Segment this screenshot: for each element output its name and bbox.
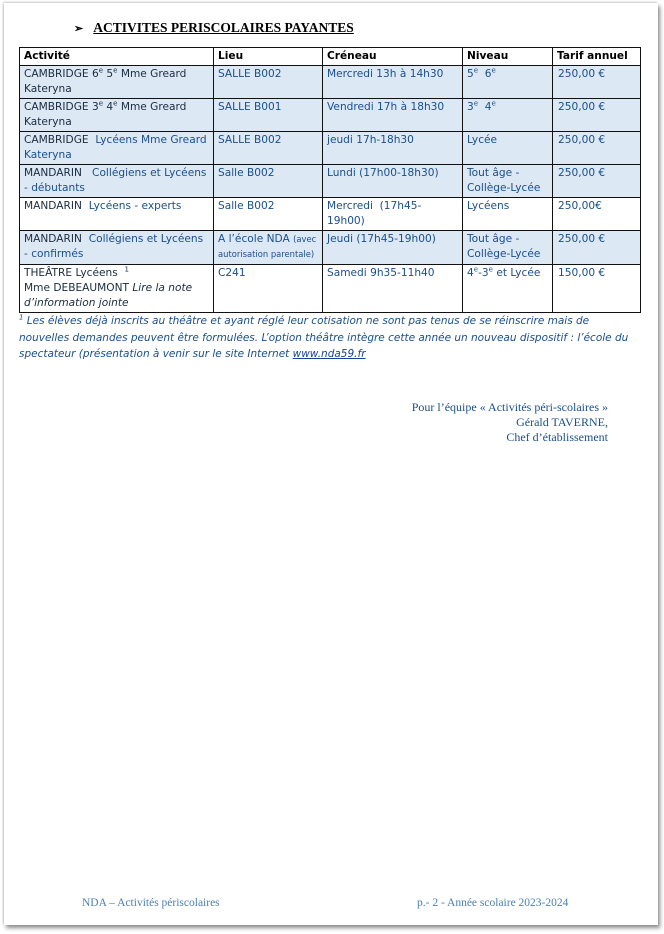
cell-niveau: Tout âge - Collège-Lycée	[463, 231, 553, 265]
table-row	[20, 99, 641, 132]
arrow-bullet-icon: ➢	[74, 23, 84, 35]
cell-niveau: Lycée	[463, 132, 553, 165]
cell-lieu: C241	[214, 265, 323, 313]
activity-detail: 6e 5e Mme Greard Kateryna	[24, 66, 187, 95]
cell-activite	[20, 165, 214, 198]
activities-table	[19, 47, 641, 313]
activity-detail: Lycéens - experts	[81, 200, 182, 212]
signature-line-role: Chef d’établissement	[506, 430, 608, 444]
document-page	[4, 3, 658, 925]
signature-line-name: Gérald TAVERNE,	[516, 415, 608, 429]
activity-name: CAMBRIDGE	[24, 68, 89, 80]
table-row	[20, 132, 641, 165]
header-tarif: Tarif annuel	[553, 48, 641, 66]
cell-creneau: jeudi 17h-18h30	[323, 132, 463, 165]
footer-page-info: p.- 2 - Année scolaire 2023-2024	[417, 897, 569, 909]
cell-lieu: A l’école NDA (avec autorisation parentale)	[214, 231, 323, 265]
cell-niveau: Lycéens	[463, 198, 553, 231]
website-link[interactable]: www.nda59.fr	[292, 348, 366, 360]
footnote	[19, 313, 641, 363]
footnote-marker: 1	[19, 313, 24, 322]
cell-tarif: 150,00 €	[553, 265, 641, 313]
cell-tarif: 250,00 €	[553, 231, 641, 265]
cell-activite	[20, 99, 214, 132]
footer-title: NDA – Activités périscolaires	[82, 897, 220, 909]
signature-block	[374, 400, 608, 445]
cell-creneau: Mercredi (17h45-19h00)	[323, 198, 463, 231]
section-title: ACTIVITES PERISCOLAIRES PAYANTES	[93, 20, 354, 35]
cell-creneau: Samedi 9h35-11h40	[323, 265, 463, 313]
cell-activite	[20, 198, 214, 231]
table-row	[20, 198, 641, 231]
cell-lieu: SALLE B002	[214, 66, 323, 99]
cell-lieu: Salle B002	[214, 165, 323, 198]
cell-tarif: 250,00€	[553, 198, 641, 231]
footnote-text: Les élèves déjà inscrits au théâtre et ayant réglé leur cotisation ne sont pas tenus de se réinscrire mais de nouvelles demandes peuvent être formulées. L’option théâtre intègre cette année un nouveau dispositif : l’école du spectateur (présentation à venir sur le site Internet	[19, 315, 629, 360]
cell-niveau: 5e 6e	[463, 66, 553, 99]
cell-activite	[20, 132, 214, 165]
activity-name: CAMBRIDGE	[24, 101, 89, 113]
table-row	[20, 231, 641, 265]
table-row	[20, 66, 641, 99]
cell-lieu: SALLE B001	[214, 99, 323, 132]
activity-name: MANDARIN	[24, 233, 82, 245]
cell-tarif: 250,00 €	[553, 165, 641, 198]
cell-activite	[20, 66, 214, 99]
activity-detail: $^1$ Mme DEBEAUMONT Lire la note d’information jointe	[24, 265, 193, 309]
cell-lieu: Salle B002	[214, 198, 323, 231]
signature-line-team: Pour l’équipe « Activités péri-scolaires »	[411, 400, 608, 414]
table-row	[20, 265, 641, 313]
cell-niveau: Tout âge - Collège-Lycée	[463, 165, 553, 198]
cell-niveau: 4e-3e et Lycée	[463, 265, 553, 313]
activity-name: MANDARIN	[24, 167, 82, 179]
activity-detail: Lycéens Mme Greard Kateryna	[24, 134, 207, 161]
header-creneau: Créneau	[323, 48, 463, 66]
activity-detail: Collégiens et Lycéens - confirmés	[24, 233, 204, 260]
cell-tarif: 250,00 €	[553, 132, 641, 165]
cell-lieu: SALLE B002	[214, 132, 323, 165]
header-activite: Activité	[20, 48, 214, 66]
activity-name: CAMBRIDGE	[24, 134, 89, 146]
cell-activite	[20, 231, 214, 265]
cell-creneau: Lundi (17h00-18h30)	[323, 165, 463, 198]
table-header-row	[20, 48, 641, 66]
header-lieu: Lieu	[214, 48, 323, 66]
cell-creneau: Vendredi 17h à 18h30	[323, 99, 463, 132]
activity-name: THEÂTRE Lycéens	[24, 267, 118, 279]
activity-detail: Collégiens et Lycéens - débutants	[24, 167, 207, 194]
cell-tarif: 250,00 €	[553, 99, 641, 132]
section-heading	[74, 20, 354, 36]
table-row	[20, 165, 641, 198]
cell-niveau: 3e 4e	[463, 99, 553, 132]
header-niveau: Niveau	[463, 48, 553, 66]
cell-activite	[20, 265, 214, 313]
activity-name: MANDARIN	[24, 200, 82, 212]
cell-creneau: Mercredi 13h à 14h30	[323, 66, 463, 99]
cell-creneau: Jeudi (17h45-19h00)	[323, 231, 463, 265]
activity-detail: 3e 4e Mme Greard Kateryna	[24, 99, 187, 128]
cell-tarif: 250,00 €	[553, 66, 641, 99]
